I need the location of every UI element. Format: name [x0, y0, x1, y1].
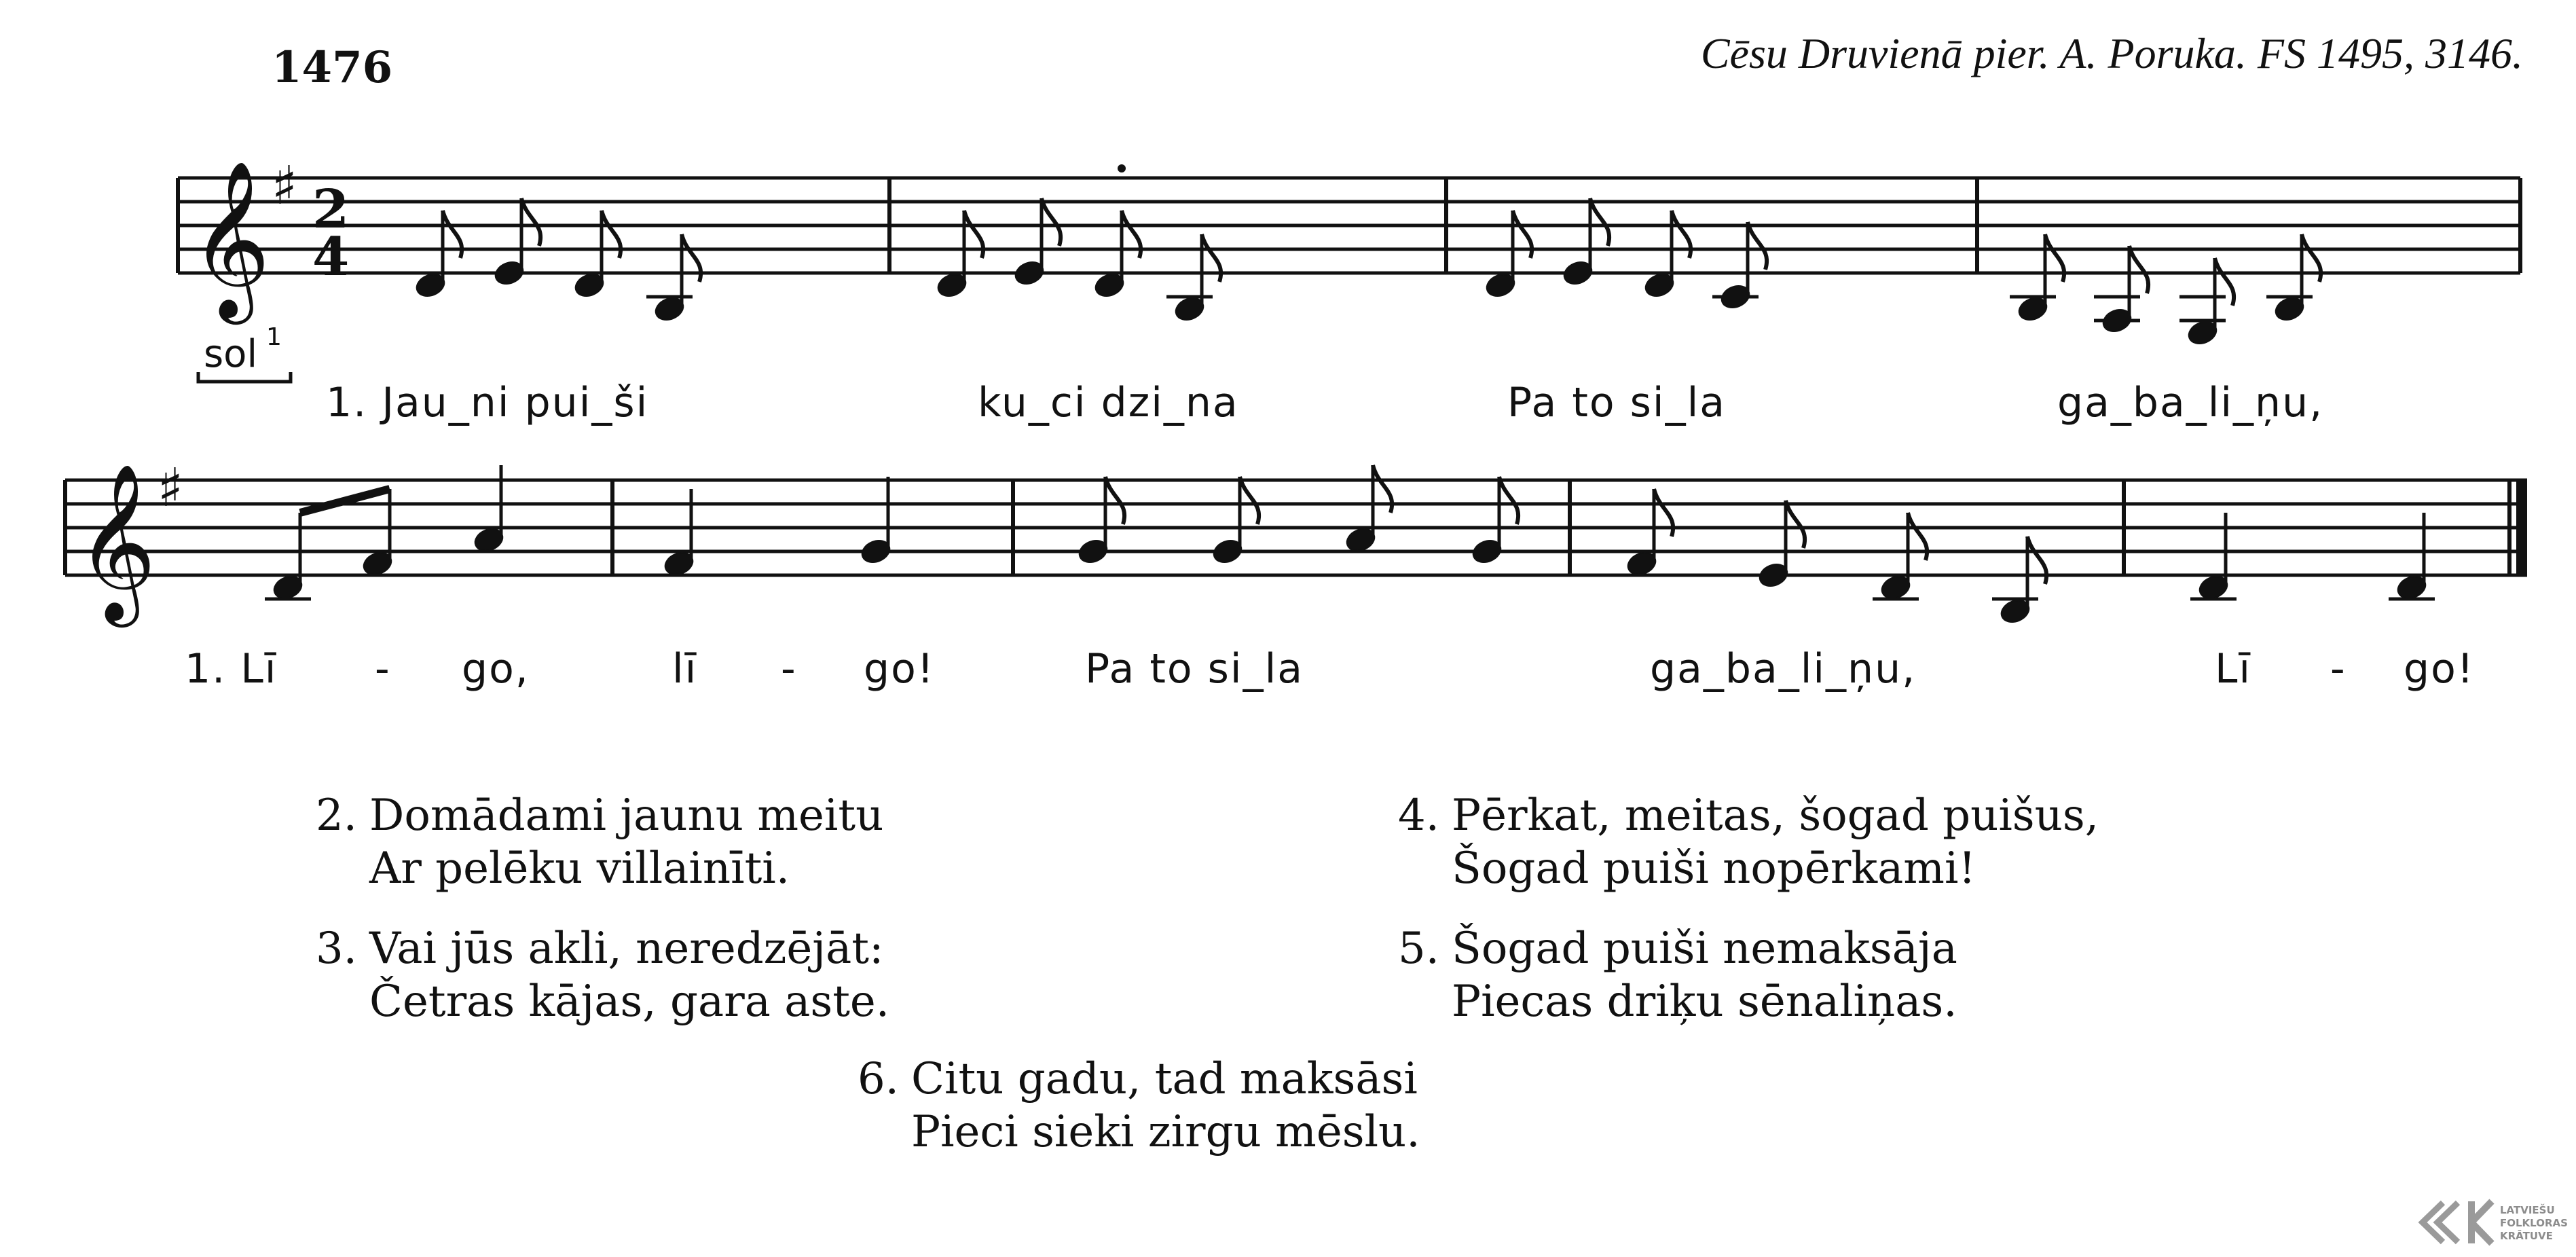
latviesu-folkloras-kratuve-logo	[2416, 1197, 2568, 1247]
verse-line-1: Vai jūs akli, neredzējāt:	[369, 924, 884, 974]
lyric-s2-7: Pa to si_la	[1085, 645, 1304, 693]
verse-2	[292, 789, 883, 895]
music-staff-system-2	[65, 480, 2527, 575]
verse-line-2: Piecas driķu sēnaliņas.	[1452, 977, 1957, 1027]
verse-line-1: Pērkat, meitas, šogad puišus,	[1452, 790, 2099, 841]
lyric-s1-m3: Pa to si_la	[1507, 379, 1726, 426]
lyric-s2-3: go,	[462, 645, 530, 693]
verse-3	[292, 922, 889, 1028]
verse-number: 5.	[1397, 924, 1439, 974]
verse-line-2: Šogad puiši nopērkami!	[1452, 843, 1976, 894]
time-signature-bottom: 4	[312, 226, 350, 288]
eighth-note	[1712, 222, 1767, 312]
verse-line-2: Ar pelēku villainīti.	[369, 843, 790, 894]
treble-clef-icon: 𝄞	[76, 462, 157, 621]
logo-line-3: KRĀTUVE	[2500, 1230, 2553, 1242]
lyric-s2-5: -	[781, 645, 797, 693]
verse-line-1: Domādami jaunu meitu	[369, 790, 884, 841]
verse-4	[1374, 789, 2099, 895]
verse-5	[1374, 922, 1957, 1028]
system-2-notes	[265, 465, 2435, 626]
lyric-s2-10: -	[2330, 645, 2347, 693]
verse-line-2: Pieci sieki zirgu mēslu.	[911, 1107, 1420, 1157]
final-barline	[2516, 480, 2527, 575]
logo-line-1: LATVIEŠU	[2500, 1204, 2555, 1216]
sharp-icon: ♯	[158, 458, 183, 519]
lyric-s2-4: lī	[672, 645, 698, 693]
lyric-s1-m1: 1. Jau_ni pui_ši	[326, 379, 649, 426]
lyric-s2-8: ga_ba_li_ņu,	[1650, 645, 1917, 693]
eighth-note	[859, 477, 893, 566]
verse-number: 6.	[857, 1054, 899, 1104]
verse-line-1: Citu gadu, tad maksāsi	[911, 1054, 1418, 1104]
solmization-superscript: 1	[266, 323, 282, 351]
verse-line-2: Četras kājas, gara aste.	[369, 977, 890, 1027]
lyric-s2-6: go!	[864, 645, 935, 693]
verse-6	[834, 1053, 1420, 1159]
eighth-note	[2094, 246, 2148, 335]
time-signature-top: 2	[312, 179, 350, 240]
lyric-s2-1: 1. Lī	[185, 645, 278, 693]
logo-line-2: FOLKLORAS	[2500, 1217, 2568, 1229]
verse-number: 4.	[1397, 790, 1439, 841]
page-number: 1476	[272, 42, 393, 93]
treble-clef-icon: 𝄞	[190, 160, 271, 318]
lyric-s1-m4: ga_ba_li_ņu,	[2057, 379, 2324, 426]
staccato-dot	[1118, 164, 1126, 172]
lyric-s2-11: go!	[2404, 645, 2475, 693]
lyric-s2-9: Lī	[2215, 645, 2252, 693]
sharp-icon: ♯	[272, 156, 297, 217]
verse-number: 2.	[315, 790, 357, 841]
verse-number: 3.	[315, 924, 357, 974]
lyric-s1-m2: ku_ci dzi_na	[978, 379, 1239, 426]
lyric-s2-2: -	[375, 645, 391, 693]
solmization-label: sol	[204, 332, 257, 376]
verse-line-1: Šogad puiši nemaksāja	[1452, 924, 1957, 974]
beam	[300, 489, 390, 513]
source-citation: Cēsu Druvienā pier. A. Poruka. FS 1495, 3146.	[1700, 29, 2523, 77]
